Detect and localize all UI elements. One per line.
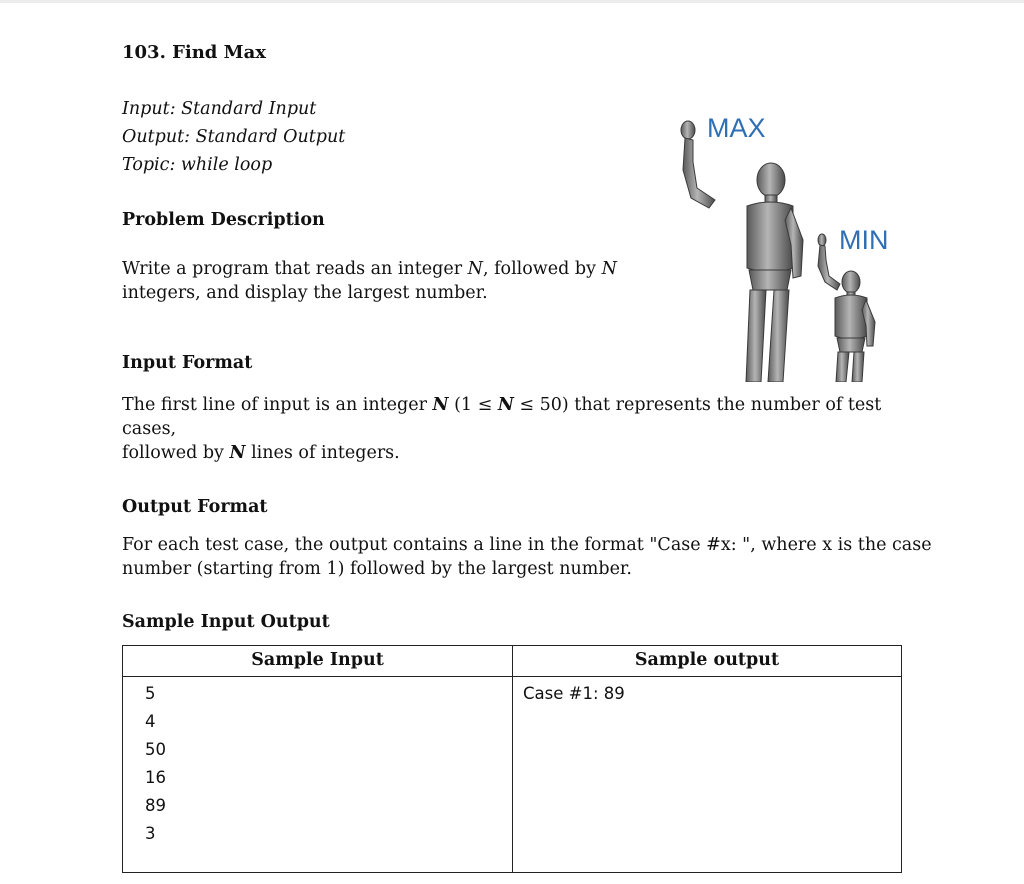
output-label: Output: Standard Output bbox=[122, 127, 346, 147]
in-text-1: The first line of input is an integer bbox=[122, 395, 433, 415]
sample-input-line: 89 bbox=[145, 796, 166, 815]
problem-description-text bbox=[122, 257, 642, 305]
min-label: MIN bbox=[839, 225, 889, 255]
desc-text-2: , followed by bbox=[482, 259, 602, 279]
in-text-4: followed by bbox=[122, 443, 230, 463]
problem-title: 103. Find Max bbox=[122, 42, 266, 63]
in-var-n: N bbox=[432, 395, 449, 415]
desc-text-1: Write a program that reads an integer bbox=[122, 259, 468, 279]
topic-label: Topic: while loop bbox=[122, 155, 273, 175]
sample-input-header: Sample Input bbox=[251, 650, 384, 670]
input-format-text bbox=[122, 393, 932, 465]
sample-input-line: 3 bbox=[145, 824, 156, 843]
sample-output-line: Case #1: 89 bbox=[523, 684, 625, 703]
sample-input-line: 50 bbox=[145, 740, 166, 759]
sample-input-line: 16 bbox=[145, 768, 166, 787]
sample-table bbox=[122, 645, 902, 873]
in-text-3: ≤ 50) that represents the number of test cases, bbox=[122, 395, 882, 439]
sample-input-line: 4 bbox=[145, 712, 156, 731]
sample-input-cell bbox=[145, 680, 166, 848]
out-line-2: number (starting from 1) followed by the largest number. bbox=[122, 559, 632, 579]
in-var-n-2: N bbox=[497, 395, 514, 415]
max-label: MAX bbox=[707, 113, 766, 143]
max-min-illustration bbox=[625, 100, 915, 382]
top-divider bbox=[0, 0, 1024, 3]
output-format-heading: Output Format bbox=[122, 497, 268, 517]
input-format-heading: Input Format bbox=[122, 353, 253, 373]
sample-input-line: 5 bbox=[145, 684, 156, 703]
sample-heading: Sample Input Output bbox=[122, 612, 330, 632]
in-var-n-3: N bbox=[229, 443, 246, 463]
desc-var-n-2: N bbox=[601, 259, 617, 279]
table-header-divider bbox=[123, 676, 901, 677]
sample-output-header: Sample output bbox=[634, 650, 780, 670]
problem-description-heading: Problem Description bbox=[122, 210, 325, 230]
output-format-text bbox=[122, 533, 952, 581]
table-column-divider bbox=[512, 646, 513, 872]
desc-var-n: N bbox=[467, 259, 483, 279]
desc-text-3: integers, and display the largest number. bbox=[122, 283, 488, 303]
in-text-2: (1 ≤ bbox=[448, 395, 498, 415]
input-label: Input: Standard Input bbox=[122, 99, 317, 119]
out-line-1: For each test case, the output contains a line in the format "Case #x: ", where x is the case bbox=[122, 535, 932, 555]
in-text-5: lines of integers. bbox=[245, 443, 400, 463]
